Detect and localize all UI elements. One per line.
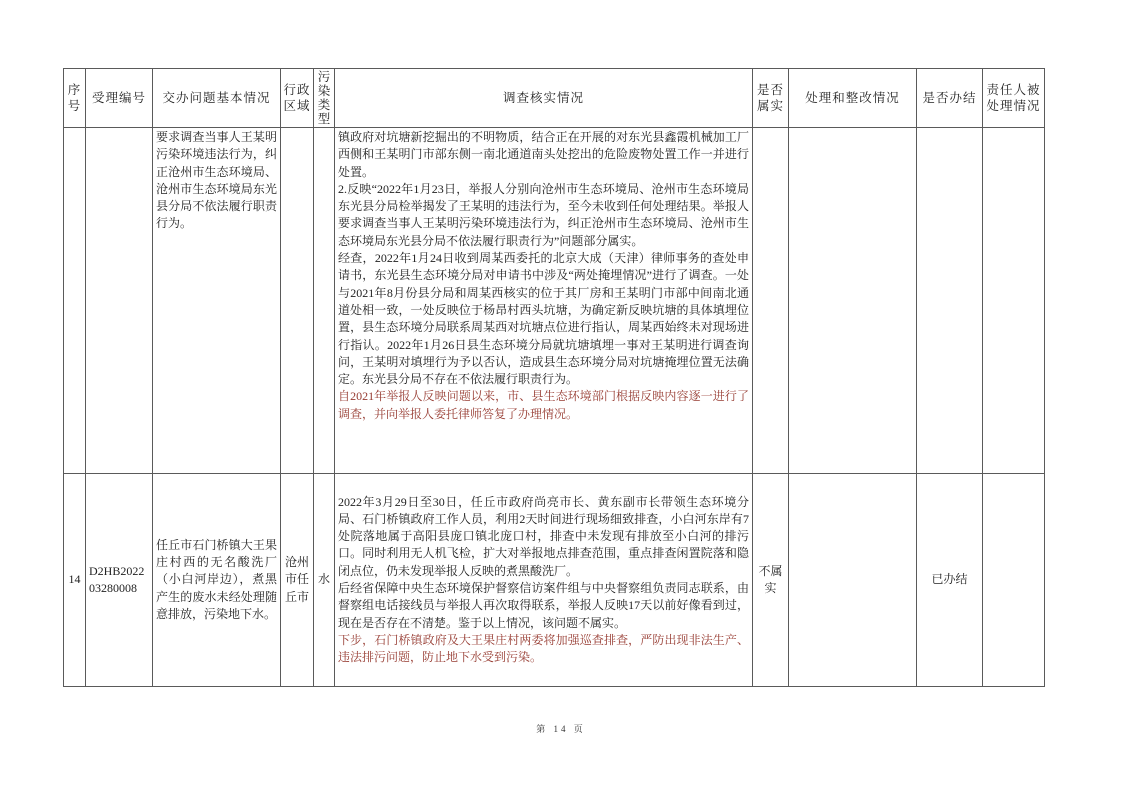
table-row-continued <box>64 128 1045 474</box>
header-responsible: 责任人被处理情况 <box>983 69 1045 128</box>
table-header-row <box>64 69 1045 128</box>
header-handling: 处理和整改情况 <box>789 69 917 128</box>
cell-is-closed: 已办结 <box>917 474 983 687</box>
header-problem: 交办问题基本情况 <box>153 69 281 128</box>
problem-text: 要求调查当事人王某明污染环境违法行为，纠正沧州市生态环境局、沧州市生态环境局东光县分局不依法履行职责行为。 <box>156 130 277 231</box>
investigation-paragraph: 镇政府对坑塘新挖掘出的不明物质，结合正在开展的对东光县鑫霞机械加工厂西侧和王某明门市部东侧一南北通道南头处挖出的危险废物处置工作一并进行处置。 <box>338 130 749 179</box>
investigation-paragraph-red: 下步，石门桥镇政府及大王果庄村两委将加强巡查排查，严防出现非法生产、违法排污问题，防止地下水受到污染。 <box>338 632 749 665</box>
header-investigation: 调查核实情况 <box>335 69 753 128</box>
cell-responsible <box>983 128 1045 474</box>
complaint-table <box>63 68 1045 687</box>
investigation-paragraph: 经查，2022年1月24日收到周某西委托的北京大成（天津）律师事务的查处申请书，东光县生态环境分局对申请书中涉及“两处掩埋情况”进行了调查。一处与2021年8月份县分局和周某西核实的位于其厂房和王某明门市部中间南北通道处相一致，一处反映位于杨昂村西头坑塘，为确定新反映坑塘的具体填埋位置，县生态环境分局联系周某西对坑塘点位进行指认，周某西始终未对现场进行指认。2022年1月26日县生态环境分局就坑塘填埋一事对王某明进行调查询问，王某明对填埋行为予以否认，造成县生态环境分局对坑塘掩埋位置无法确定。东光县分局不存在不依法履行职责行为。 <box>338 251 749 387</box>
cell-pollution-type <box>314 128 335 474</box>
cell-is-closed <box>917 128 983 474</box>
cell-region <box>281 128 314 474</box>
cell-investigation <box>335 474 753 687</box>
header-region: 行政区域 <box>281 69 314 128</box>
table-row-14 <box>64 474 1045 687</box>
cell-pollution-type: 水 <box>314 474 335 687</box>
cell-problem <box>153 474 281 687</box>
cell-seq: 14 <box>64 474 86 687</box>
header-case-no: 受理编号 <box>86 69 153 128</box>
cell-case-no <box>86 128 153 474</box>
page-number: 第 14 页 <box>536 724 586 734</box>
header-is-true: 是否属实 <box>753 69 789 128</box>
header-pollution-type: 污染类型 <box>314 69 335 128</box>
cell-handling <box>789 128 917 474</box>
cell-problem <box>153 128 281 474</box>
cell-is-true: 不属实 <box>753 474 789 687</box>
investigation-paragraph: 2022年3月29日至30日，任丘市政府尚亮市长、黄东副市长带领生态环境分局、石门桥镇政府工作人员，利用2天时间进行现场细致排查，小白河东岸有7处院落地属于高阳县庞口镇北庞口村，排查中未发现有排放至小白河的排污口。同时利用无人机飞检，扩大对举报地点排查范围，重点排查闲置院落和隐闭点位，仍未发现举报人反映的煮黑酸洗厂。 <box>338 494 749 578</box>
investigation-paragraph: 2.反映“2022年1月23日，举报人分别向沧州市生态环境局、沧州市生态环境局东光县分局检举揭发了王某明的违法行为，至今未收到任何处理结果。举报人要求调查当事人王某明污染环境违法行为，纠正沧州市生态环境局、沧州市生态环境局东光县分局不依法履行职责行为”问题部分属实。 <box>338 181 749 248</box>
investigation-paragraph-red: 自2021年举报人反映问题以来，市、县生态环境部门根据反映内容逐一进行了调查，并向举报人委托律师答复了办理情况。 <box>338 389 749 421</box>
header-is-closed: 是否办结 <box>917 69 983 128</box>
cell-case-no: D2HB202203280008 <box>86 474 153 687</box>
cell-seq <box>64 128 86 474</box>
cell-investigation <box>335 128 753 474</box>
cell-region: 沧州市任丘市 <box>281 474 314 687</box>
investigation-paragraph: 后经省保障中央生态环境保护督察信访案件组与中央督察组负责同志联系，由督察组电话接线员与举报人再次取得联系，举报人反映17天以前好像看到过，现在是否存在不清楚。鉴于以上情况，该问题不属实。 <box>338 581 749 630</box>
header-seq: 序号 <box>64 69 86 128</box>
problem-text: 任丘市石门桥镇大王果庄村西的无名酸洗厂（小白河岸边），煮黑产生的废水未经处理随意排放，污染地下水。 <box>156 537 277 621</box>
cell-is-true <box>753 128 789 474</box>
cell-responsible <box>983 474 1045 687</box>
cell-handling <box>789 474 917 687</box>
